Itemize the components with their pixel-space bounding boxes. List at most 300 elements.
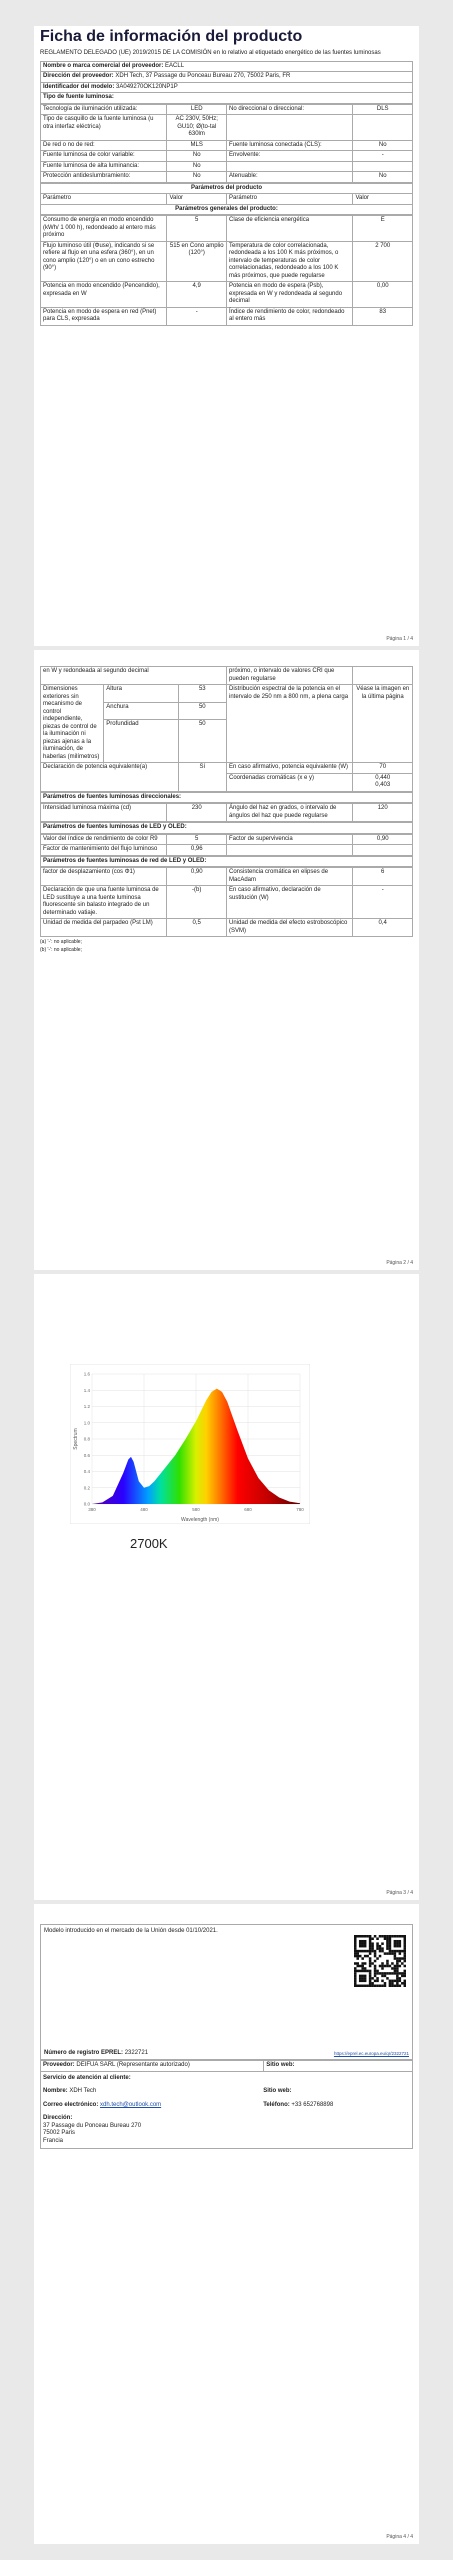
qr-module	[369, 1977, 372, 1980]
qr-module	[371, 1947, 374, 1950]
qr-module	[376, 1985, 379, 1987]
qr-module	[354, 1950, 357, 1953]
qr-module	[364, 1962, 367, 1965]
qr-module	[364, 1950, 367, 1953]
qr-module	[381, 1950, 384, 1953]
qr-module	[376, 1980, 379, 1983]
qr-module	[354, 1942, 357, 1945]
qr-module	[386, 1945, 389, 1948]
param-label: Declaración de que una fuente luminosa de LED sustituye a una fuente luminosa fluorescente sin balasto integrado de un determinado vatiaje.	[41, 886, 167, 919]
qr-module	[366, 1985, 369, 1987]
qr-module	[379, 1985, 382, 1987]
qr-module	[394, 1945, 397, 1948]
param-value: -(b)	[167, 886, 227, 919]
param-label: Fuente luminosa de color variable:	[41, 151, 167, 162]
qr-module	[369, 1957, 372, 1960]
qr-module	[379, 1955, 382, 1958]
param-value	[353, 845, 413, 856]
service-name-value: XDH Tech	[69, 2088, 97, 2094]
qr-code-icon	[354, 1935, 406, 1987]
qr-module	[404, 1972, 406, 1975]
qr-module	[371, 1985, 374, 1987]
param-value	[353, 161, 413, 172]
qr-module	[361, 1975, 364, 1978]
qr-module	[356, 1952, 359, 1955]
qr-module	[361, 1942, 364, 1945]
param-label: Fuente luminosa conectada (CLS):	[226, 140, 352, 151]
qr-module	[366, 1955, 369, 1958]
qr-module	[354, 1945, 357, 1948]
page-1	[34, 26, 419, 646]
qr-module	[389, 1985, 392, 1987]
qr-module	[356, 1957, 359, 1960]
param-value: 0,00	[353, 282, 413, 308]
dim-name: Altura	[104, 685, 178, 703]
qr-module	[384, 1965, 387, 1968]
qr-module	[356, 1965, 359, 1968]
qr-module	[404, 1947, 406, 1950]
qr-module	[396, 1980, 399, 1983]
qr-module	[399, 1957, 402, 1960]
param-row	[41, 834, 413, 845]
qr-module	[401, 1957, 404, 1960]
qr-module	[361, 1962, 364, 1965]
param-value: 515 en Cono amplio (120°)	[167, 241, 227, 282]
qr-module	[354, 1952, 357, 1955]
param-row	[41, 161, 413, 172]
qr-module	[359, 1955, 362, 1958]
qr-module	[389, 1972, 392, 1975]
cont-label-left: en W y redondeada al segundo decimal	[41, 667, 227, 685]
qr-module	[364, 1977, 367, 1980]
y-axis-label: Spectrum	[73, 1428, 79, 1450]
param-value: No	[167, 172, 227, 183]
qr-module	[369, 1972, 372, 1975]
supplier-name-label: Nombre o marca comercial del proveedor:	[43, 62, 164, 69]
qr-module	[376, 1945, 379, 1948]
led-heading: Parámetros de fuentes luminosas de LED y OLED:	[41, 823, 413, 834]
qr-module	[381, 1985, 384, 1987]
param-value: 0,5	[167, 919, 227, 937]
qr-module	[359, 1945, 362, 1948]
qr-module	[386, 1952, 389, 1955]
qr-module	[399, 1960, 402, 1963]
phone-label: Teléfono:	[263, 2101, 290, 2108]
type-table	[40, 104, 413, 183]
qr-module	[361, 1965, 364, 1968]
page-number: Página 2 / 4	[386, 1260, 413, 1266]
dim-name: Profundidad	[104, 720, 178, 763]
qr-module	[371, 1950, 374, 1953]
col-value-1: Valor	[167, 194, 227, 205]
qr-module	[359, 1975, 362, 1978]
page2-table	[40, 666, 413, 792]
qr-module	[394, 1980, 397, 1983]
qr-module	[369, 1965, 372, 1968]
qr-module	[371, 1977, 374, 1980]
qr-module	[384, 1937, 387, 1940]
y-tick-label: 0.0	[83, 1501, 90, 1507]
qr-module	[364, 1945, 367, 1948]
qr-module	[391, 1967, 394, 1970]
qr-module	[359, 1950, 362, 1953]
qr-module	[381, 1962, 384, 1965]
equiv-value: Sí	[178, 763, 226, 792]
qr-module	[396, 1985, 399, 1987]
qr-module	[359, 1977, 362, 1980]
param-value: -	[353, 151, 413, 162]
qr-module	[391, 1972, 394, 1975]
qr-module	[364, 1970, 367, 1973]
qr-module	[364, 1935, 367, 1938]
param-value: No	[353, 172, 413, 183]
y-tick-label: 1.2	[83, 1404, 90, 1409]
qr-module	[396, 1967, 399, 1970]
market-intro: Modelo introducido en el mercado de la Unión desde 01/10/2021.	[44, 1928, 218, 1934]
param-value: 83	[353, 307, 413, 325]
param-label: Potencia en modo de espera (Psb), expresada en W y redondeada al segundo decimal	[226, 282, 352, 308]
mls-heading-table	[40, 856, 413, 868]
qr-module	[374, 1985, 377, 1987]
param-row	[41, 241, 413, 282]
qr-module	[374, 1950, 377, 1953]
qr-module	[384, 1975, 387, 1978]
qr-module	[359, 1965, 362, 1968]
qr-module	[381, 1972, 384, 1975]
dim-name: Anchura	[104, 702, 178, 720]
qr-module	[371, 1945, 374, 1948]
param-value: 0,90	[167, 868, 227, 886]
param-row	[41, 151, 413, 162]
y-tick-label: 0.4	[83, 1469, 90, 1474]
qr-module	[399, 1977, 402, 1980]
qr-module	[354, 1947, 357, 1950]
qr-module	[354, 1937, 357, 1940]
param-label: Unidad de medida del parpadeo (Pst LM)	[41, 919, 167, 937]
qr-module	[396, 1960, 399, 1963]
qr-module	[361, 1980, 364, 1983]
param-value: 0,96	[167, 845, 227, 856]
qr-module	[394, 1942, 397, 1945]
param-label: Protección antideslumbramiento:	[41, 172, 167, 183]
param-label: Consistencia cromática en elipses de MacAdam	[226, 868, 352, 886]
equiv-label: Declaración de potencia equivalente(a)	[41, 763, 179, 792]
qr-module	[369, 1980, 372, 1983]
provider-label: Proveedor:	[43, 2062, 75, 2068]
qr-module	[379, 1935, 382, 1938]
x-axis-label: Wavelength (nm)	[181, 1517, 219, 1523]
param-label: Tipo de casquillo de la fuente luminosa (u otra interfaz eléctrica)	[41, 115, 167, 141]
qr-module	[361, 1977, 364, 1980]
page-4	[34, 1904, 419, 2544]
param-label: Factor de mantenimiento del flujo luminoso	[41, 845, 167, 856]
dims-label: Dimensiones exteriores sin mecanismo de control independiente, piezas de control de la iluminación ni piezas ajenas a la iluminación, de haberlas (milímetros)	[41, 685, 104, 763]
provider-value: DEIFUA SARL (Representante autorizado)	[76, 2062, 190, 2068]
qr-module	[404, 1970, 406, 1973]
qr-module	[399, 1980, 402, 1983]
qr-module	[396, 1935, 399, 1938]
qr-module	[354, 1967, 357, 1970]
qr-module	[384, 1985, 387, 1987]
qr-module	[386, 1942, 389, 1945]
email-label: Correo electrónico:	[43, 2101, 99, 2108]
qr-module	[396, 1970, 399, 1973]
param-label: Unidad de medida del efecto estroboscópico (SVM)	[226, 919, 352, 937]
qr-module	[399, 1952, 402, 1955]
product-params-heading: Parámetros del producto	[41, 183, 413, 194]
qr-module	[361, 1970, 364, 1973]
qr-module	[364, 1955, 367, 1958]
param-label	[226, 845, 352, 856]
qr-module	[389, 1982, 392, 1985]
param-value: 4,9	[167, 282, 227, 308]
qr-module	[386, 1935, 389, 1938]
product-params-table	[40, 183, 413, 216]
qr-module	[376, 1977, 379, 1980]
mls-rows	[40, 867, 413, 937]
qr-module	[396, 1957, 399, 1960]
equiv-power-label: En caso afirmativo, potencia equivalente (W)	[226, 763, 352, 774]
qr-module	[389, 1965, 392, 1968]
qr-module	[369, 1935, 372, 1938]
qr-module	[374, 1952, 377, 1955]
qr-module	[369, 1975, 372, 1978]
qr-module	[389, 1937, 392, 1940]
param-label: Temperatura de color correlacionada, redondeada a los 100 K más próximos, o intervalo de temperaturas de color correlacionadas, redondeado a los 100 K más próximos, que puede regularse	[226, 241, 352, 282]
qr-module	[396, 1940, 399, 1943]
qr-module	[371, 1937, 374, 1940]
param-label: Índice de rendimiento de color, redondeado al entero más	[226, 307, 352, 325]
qr-module	[369, 1985, 372, 1987]
x-tick-label: 580	[192, 1507, 200, 1512]
qr-module	[356, 1950, 359, 1953]
eprel-label: Número de registro EPREL:	[44, 2050, 124, 2056]
qr-module	[374, 1935, 377, 1938]
qr-module	[394, 1940, 397, 1943]
param-row	[41, 307, 413, 325]
param-row	[41, 919, 413, 937]
qr-module	[386, 1940, 389, 1943]
y-tick-label: 0.8	[83, 1436, 90, 1442]
qr-module	[381, 1980, 384, 1983]
qr-module	[396, 1977, 399, 1980]
qr-module	[394, 1985, 397, 1987]
qr-module	[396, 1962, 399, 1965]
qr-module	[361, 1950, 364, 1953]
qr-module	[361, 1945, 364, 1948]
param-value: LED	[167, 104, 227, 115]
qr-module	[394, 1972, 397, 1975]
qr-module	[374, 1970, 377, 1973]
y-tick-label: 1.4	[83, 1387, 90, 1393]
param-value: No	[167, 161, 227, 172]
qr-module	[381, 1965, 384, 1968]
qr-module	[401, 1982, 404, 1985]
param-value	[353, 115, 413, 141]
qr-module	[374, 1960, 377, 1963]
qr-module	[401, 1972, 404, 1975]
eprel-value: 2322721	[124, 2050, 149, 2056]
param-value: No	[167, 151, 227, 162]
qr-module	[404, 1980, 406, 1983]
qr-module	[404, 1945, 406, 1948]
param-label: Atenuable:	[226, 172, 352, 183]
qr-module	[384, 1935, 387, 1938]
email-link[interactable]: xdh.tech@outlook.com	[100, 2101, 162, 2108]
coord-label: Coordenadas cromáticas (x e y)	[226, 773, 352, 791]
qr-module	[384, 1952, 387, 1955]
qr-module	[369, 1947, 372, 1950]
qr-module	[386, 1960, 389, 1963]
qr-module	[399, 1965, 402, 1968]
service-web-label: Sitio web:	[263, 2088, 292, 2094]
qr-module	[391, 1962, 394, 1965]
param-value: E	[353, 216, 413, 242]
address-label: Dirección:	[43, 2115, 73, 2121]
qr-module	[394, 1965, 397, 1968]
qr-module	[354, 1955, 357, 1958]
qr-module	[394, 1935, 397, 1938]
y-tick-label: 1.0	[83, 1420, 90, 1426]
param-value: 6	[353, 868, 413, 886]
qr-module	[369, 1950, 372, 1953]
qr-module	[369, 1962, 372, 1965]
qr-module	[399, 1985, 402, 1987]
qr-module	[389, 1942, 392, 1945]
param-label: Potencia en modo encendido (Pencendido), expresada en W	[41, 282, 167, 308]
qr-module	[394, 1957, 397, 1960]
x-tick-label: 380	[88, 1507, 96, 1512]
qr-module	[379, 1972, 382, 1975]
y-tick-label: 1.6	[83, 1371, 90, 1377]
qr-module	[386, 1947, 389, 1950]
mls-heading: Parámetros de fuentes luminosas de red de LED y OLED:	[41, 856, 413, 867]
qr-module	[369, 1960, 372, 1963]
spectral-label: Distribución espectral de la potencia en el intervalo de 250 nm a 800 nm, a plena carga	[226, 685, 352, 763]
qr-module	[374, 1975, 377, 1978]
qr-module	[381, 1942, 384, 1945]
param-value: -	[167, 307, 227, 325]
dir-heading: Parámetros de fuentes luminosas direccionales:	[41, 792, 413, 803]
address-line: 37 Passage du Ponceau Bureau 270	[43, 2122, 142, 2129]
qr-module	[394, 1955, 397, 1958]
qr-module	[401, 1962, 404, 1965]
qr-module	[404, 1940, 406, 1943]
param-label	[226, 161, 352, 172]
provider-web-label: Sitio web:	[266, 2062, 295, 2068]
qr-module	[394, 1970, 397, 1973]
qr-module	[391, 1985, 394, 1987]
footnotes	[40, 939, 413, 954]
spectrum-chart	[70, 1364, 310, 1524]
qr-module	[379, 1947, 382, 1950]
dim-value: 50	[178, 702, 226, 720]
qr-module	[394, 1952, 397, 1955]
param-value: MLS	[167, 140, 227, 151]
qr-module	[354, 1935, 357, 1938]
param-row	[41, 216, 413, 242]
qr-module	[404, 1985, 406, 1987]
param-label: De red o no de red:	[41, 140, 167, 151]
qr-module	[369, 1940, 372, 1943]
qr-module	[401, 1935, 404, 1938]
y-tick-label: 0.2	[83, 1485, 90, 1491]
dir-heading-table	[40, 792, 413, 804]
cont-label-right: próximo, o intervalo de valores CRI que pueden regularse	[226, 667, 352, 685]
qr-module	[364, 1985, 367, 1987]
qr-module	[356, 1970, 359, 1973]
param-row	[41, 282, 413, 308]
qr-module	[389, 1940, 392, 1943]
param-label	[226, 115, 352, 141]
led-rows	[40, 834, 413, 856]
x-tick-label: 680	[244, 1507, 252, 1512]
qr-module	[366, 1950, 369, 1953]
param-value: 2 700	[353, 241, 413, 282]
qr-module	[396, 1950, 399, 1953]
qr-module	[364, 1942, 367, 1945]
supplier-table	[40, 61, 413, 104]
qr-module	[354, 1982, 357, 1985]
param-label: Intensidad luminosa máxima (cd)	[41, 804, 167, 822]
qr-module	[369, 1942, 372, 1945]
qr-module	[396, 1945, 399, 1948]
footnote-b: (b) '-': no aplicable;	[40, 946, 82, 953]
page-title: Ficha de información del producto	[40, 28, 303, 45]
qr-module	[381, 1975, 384, 1978]
qr-module	[391, 1950, 394, 1953]
qr-module	[399, 1942, 402, 1945]
qr-module	[361, 1940, 364, 1943]
qr-module	[389, 1950, 392, 1953]
qr-module	[389, 1952, 392, 1955]
param-row	[41, 845, 413, 856]
param-label: Potencia en modo de espera en red (Pnet) para CLS, expresada	[41, 307, 167, 325]
qr-module	[389, 1935, 392, 1938]
param-value: -	[353, 886, 413, 919]
qr-module	[394, 1967, 397, 1970]
model-id-label: Identificador del modelo:	[43, 83, 115, 90]
qr-module	[361, 1957, 364, 1960]
qr-module	[379, 1965, 382, 1968]
supplier-address-label: Dirección del proveedor:	[43, 73, 114, 80]
param-row	[41, 115, 413, 141]
qr-module	[404, 1965, 406, 1968]
qr-module	[359, 1970, 362, 1973]
eprel-link[interactable]: https://eprel.ec.europa.eu/qr/2322721	[333, 2051, 409, 2056]
qr-module	[404, 1957, 406, 1960]
qr-module	[354, 1972, 357, 1975]
qr-module	[389, 1945, 392, 1948]
qr-module	[361, 1967, 364, 1970]
supplier-address-value: XDH Tech, 37 Passage du Ponceau Bureau 270, 75002 Paris, FR	[115, 73, 291, 80]
eprel-box	[40, 1924, 413, 2060]
qr-module	[399, 1945, 402, 1948]
qr-module	[404, 1952, 406, 1955]
qr-module	[379, 1950, 382, 1953]
param-value: AC 230V, 50Hz; GU10; Ø(to-tal 630lm	[167, 115, 227, 141]
service-name-label: Nombre:	[43, 2088, 68, 2094]
qr-module	[386, 1937, 389, 1940]
page-number: Página 3 / 4	[386, 1890, 413, 1896]
param-label: Flujo luminoso útil (Φuse), indicando si se refiere al flujo en una esfera (360°), en un cono amplio (120°) o en un cono estrecho (90°)	[41, 241, 167, 282]
address-line: Francia	[43, 2137, 64, 2144]
qr-module	[391, 1952, 394, 1955]
qr-module	[404, 1975, 406, 1978]
qr-module	[404, 1935, 406, 1938]
qr-module	[404, 1960, 406, 1963]
qr-module	[364, 1975, 367, 1978]
